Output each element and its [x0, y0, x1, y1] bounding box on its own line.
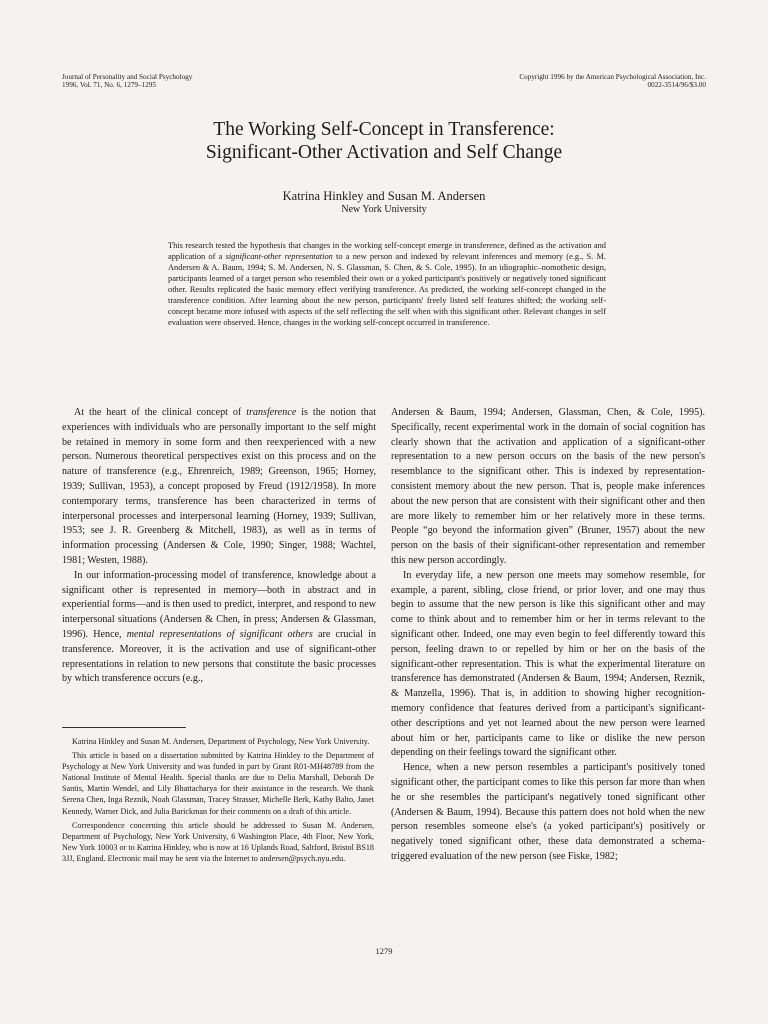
body-paragraph: Hence, when a new person resembles a participant's positively toned significant other, the participant comes to like this person far more than when he or she resembles the participant's negatively toned significant other (Andersen & Baum, 1994). Because this pattern does not hold when the new person resembles someone else's (a yoked participant's) positively or negatively toned significant other, these data demonstrated a schema-triggered evaluation of the new person (see Fiske, 1982; — [391, 762, 705, 862]
article-title — [60, 118, 708, 164]
body-text: is the notion that experiences with individuals who are personally important to the self might be retained in memory in some form and then reexperienced with a new person. Numerous theoretical perspectives exist on this process and on the nature of transference (e.g., Ehrenreich, 1989; Greenson, 1965; Horney, 1939; Sullivan, 1953), a concept proposed by Freud (1912/1958). In more contemporary terms, transference has been characterized in terms of interpersonal processes and interpersonal learning (Horney, 1939; Sullivan, 1953; see J. R. Greenberg & Mitchell, 1983), as well as in terms of information processing (Andersen & Cole, 1990; Singer, 1988; Wachtel, 1981; Westen, 1988). — [62, 407, 376, 566]
body-paragraph: In everyday life, a new person one meets may somehow resemble, for example, a parent, sibling, close friend, or prior lover, and one may thus begin to assume that the new person is like this significant other and may come to think about and to remember him or her in terms relevant to the significant other. Indeed, one may even begin to feel differently toward this person, feeling drawn to or repelled by him or her on the basis of the significant-other representation. This is what the experimental literature on transference has demonstrated (Andersen & Baum, 1994; Andersen, Reznik, & Manzella, 1996). That is, in addition to showing higher recognition-memory confidence that features derived from a participant's significant-other descriptions and yet not learned about the new person were learned about him or her, participants came to like or dislike the new person depending on their feelings toward the significant other. — [391, 569, 705, 759]
page-number: 1279 — [375, 946, 393, 956]
footnote-divider — [62, 727, 186, 728]
copyright-notice — [519, 73, 706, 89]
author-affiliation: New York University — [341, 204, 427, 215]
body-text: In our information-processing model of transference, knowledge about a significant other is represented in memory—both in abstract and in experiential forms—and is then used to predict, interpret, and respond to new interpersonal situations (Andersen & Chen, in press; Andersen & Glassman, 1996). Hence, — [62, 569, 376, 640]
body-column-left — [62, 406, 376, 687]
footnote-affiliation: Katrina Hinkley and Susan M. Andersen, Department of Psychology, New York University. — [72, 737, 370, 746]
footnote-correspondence: Correspondence concerning this article should be addressed to Susan M. Andersen, Department of Psychology, New York University, 6 Washington Place, 4th Floor, New York, New York 10003 or to Katrina Hinkley, who is now at 16 Uplands Road, Saltford, Bristol BS18 3JJ, England. Electronic mail may be sent via the Internet to andersen@psych.nyu.edu. — [62, 820, 374, 863]
body-paragraph — [62, 569, 376, 687]
author-footnotes — [62, 736, 374, 867]
journal-citation — [62, 73, 192, 89]
body-text: are crucial in transference. Moreover, it is the activation and use of significant-other representations in relation to new persons that constitute the basic processes by which transference occurs (e.g., — [62, 628, 376, 685]
italic-term: mental representations of significant others — [126, 628, 313, 640]
journal-name: Journal of Personality and Social Psychology — [62, 73, 193, 81]
abstract-text-1: This research tested the hypothesis that changes in the working self-concept emerge in transference, defined as the activation and application of a — [168, 241, 606, 262]
abstract-italic-term: significant-other representation — [225, 252, 333, 262]
body-column-right — [391, 406, 705, 865]
body-text: At the heart of the clinical concept of — [74, 407, 247, 418]
body-paragraph: Andersen & Baum, 1994; Andersen, Glassman, Chen, & Cole, 1995). Specifically, recent experimental work in the domain of social cognition has clearly shown that the activation and application of a significant-other representation to a new person occurs on the basis of the new person's resemblance to the significant other. This is indexed by representation-consistent memory about the new person. That is, people make inferences about the new person that are consistent with their significant other and then are more likely to remember him or her relatively more in these terms. People “go beyond the information given” (Bruner, 1957) about the new person on the basis of their significant-other representation and remember this new person accordingly. — [391, 407, 705, 566]
copyright-line: Copyright 1996 by the American Psychological Association, Inc. — [519, 73, 706, 81]
journal-volume: 1996, Vol. 71, No. 6, 1279–1295 — [62, 81, 156, 90]
issn-line: 0022-3514/96/$3.00 — [647, 81, 706, 90]
author-names: Katrina Hinkley and Susan M. Andersen — [282, 189, 486, 203]
body-paragraph — [62, 406, 376, 569]
italic-term: transference — [246, 407, 297, 418]
title-line-2: Significant-Other Activation and Self Change — [205, 142, 563, 163]
abstract-text-2: to a new person and indexed by relevant inferences and memory (e.g., S. M. Andersen & A. Baum, 1994; S. M. Andersen, N. S. Glassman, S. Chen, & S. Cole, 1995). In an idiographic–nomothetic design, participants learned of a target person who resembled their own or a yoked participant's positively or negatively toned significant other. Results replicated the basic memory effect verifying transference. As predicted, the working self-concept changed in the transference condition. After learning about the new person, participants' freely listed self features shifted; the working self-concept became more infused with aspects of the self reflecting the self when with this significant other. Relevant changes in self evaluation were observed. Hence, changes in the working self-concept occurred in transference. — [168, 252, 607, 328]
abstract — [168, 240, 606, 328]
footnote-acknowledgments: This article is based on a dissertation submitted by Katrina Hinkley to the Department of Psychology at New York University and was funded in part by Grant R01-MH48789 from the National Institute of Mental Health. Special thanks are due to Delia Marshall, Deborah De Santis, Martin Wendel, and Lily Bhattacharya for their assistance in the research. We thank Serena Chen, Inga Reznik, Noah Glassman, Tracey Strasser, Michelle Berk, Kathy Balto, Janet Kennedy, Warner Dick, and Julia Barickman for their comments on a draft of this article. — [62, 751, 374, 816]
title-line-1: The Working Self-Concept in Transference: — [213, 119, 555, 140]
